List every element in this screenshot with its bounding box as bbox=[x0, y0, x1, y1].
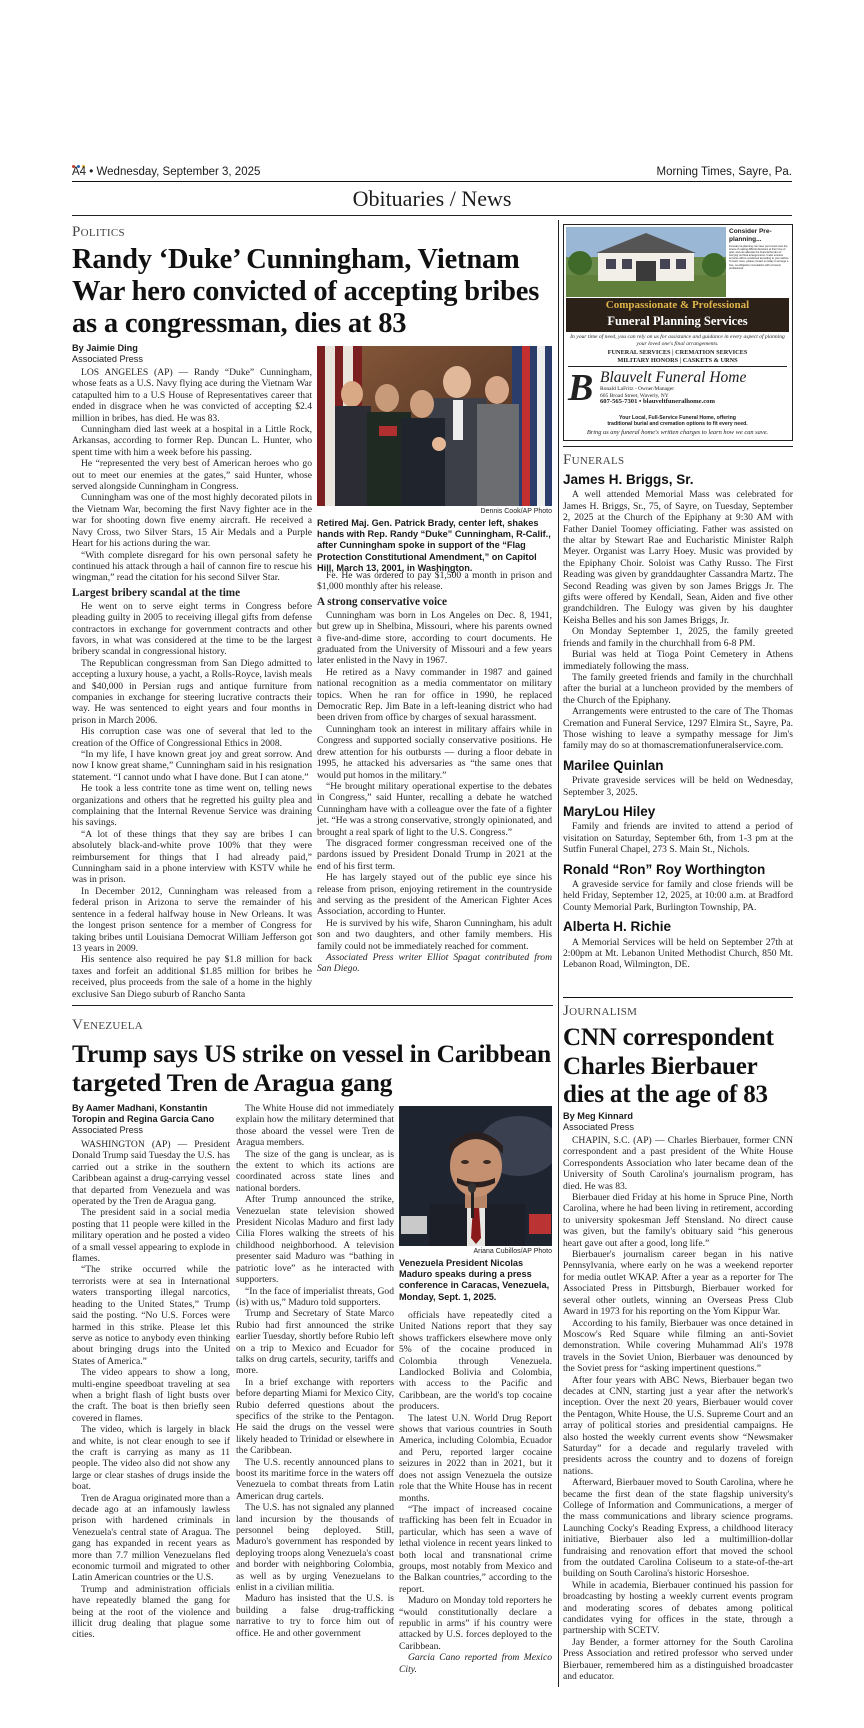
paragraph: Cunningham died last week at a hospital in a Little Rock, Arkansas, according to former Rep. Duncan L. Hunter, who spent time with him a week before his passing. bbox=[72, 424, 312, 458]
politics-kicker: Politics bbox=[72, 224, 125, 240]
paragraph: He is survived by his wife, Sharon Cunningham, his adult son and two daughters, and other family members. His family could not be immediately reached for comment. bbox=[317, 917, 552, 952]
cunningham-photo-caption: Retired Maj. Gen. Patrick Brady, center left, shakes hands with Rep. Randy “Duke” Cunningham, R-Calif., after Cunningham spoke in support of the “Flag Protection Constitutional Amendment,” on Capitol Hill, March 13, 2001, in Washington. bbox=[317, 518, 551, 573]
venezuela-byline: By Aamer Madhani, Konstantin Toropin and Regina Garcia Cano bbox=[72, 1103, 215, 1124]
cnn-agency: Associated Press bbox=[563, 1122, 634, 1132]
paragraph: After Trump announced the strike, Venezuelan state television showed President Nicolas Maduro and first lady Cilia Flores walking the streets of his childhood neighborhood. A television presenter said Maduro was “bathing in patriotic love” as he interacted with supporters. bbox=[236, 1194, 394, 1286]
ad-rule bbox=[568, 366, 787, 367]
paragraph: Tren de Aragua originated more than a decade ago at an infamously lawless prison with hardened criminals in Venezuela's central state of Aragua. The gang has expanded in recent years as more than 7.7 million Venezuelans fled economic turmoil and migrated to other Latin American countries or the U.S. bbox=[72, 1492, 230, 1584]
paragraph: Private graveside services will be held on Wednesday, September 3, 2025. bbox=[563, 775, 793, 798]
ad-services-line1: FUNERAL SERVICES | CREMATION SERVICES bbox=[607, 349, 748, 356]
paragraph: On Monday September 1, 2025, the family greeted friends and family in the churchhall from 6-8 PM. bbox=[563, 626, 793, 649]
story-divider bbox=[72, 1005, 553, 1006]
subhead: A strong conservative voice bbox=[317, 595, 447, 608]
paragraph: The U.S. has not signaled any planned land incursion by the thousands of personnel being deployed. Still, Maduro's government has responded by deploying troops along Venezuela's coast and border with neighboring Colombia, as well as by urging Venezuelans to enlist in a civilian militia. bbox=[236, 1502, 394, 1594]
paragraph: He has largely stayed out of the public eye since his release from prison, enjoying retirement in the countryside and serving as the president of the American Fighter Aces Association, according to Hunter. bbox=[317, 872, 552, 918]
ad-local-line2: traditional burial and cremation options to fit every need. bbox=[607, 421, 748, 428]
ad-home-name: Blauvelt Funeral Home bbox=[600, 369, 747, 386]
ad-banner-line2: Funeral Planning Services bbox=[607, 314, 748, 328]
obit-name: Alberta H. Richie bbox=[563, 919, 672, 935]
venezuela-byline-block bbox=[72, 1103, 230, 1136]
obit-name: James H. Briggs, Sr. bbox=[563, 472, 694, 487]
issue-date: Wednesday, September 3, 2025 bbox=[96, 166, 261, 178]
paragraph: Maduro on Monday told reporters he “would constitutionally declare a republic in arms” if his country were attacked by U.S. forces deployed to the Caribbean. bbox=[399, 1595, 552, 1652]
paragraph: “In the face of imperialist threats, God (is) with us,” Maduro told supporters. bbox=[236, 1285, 394, 1308]
journalism-kicker: Journalism bbox=[563, 1003, 638, 1019]
paragraph: He retired as a Navy commander in 1987 and gained national recognition as a media commentator on military topics. When he ran for office in 1990, he replaced Democratic Rep. Jim Bate in a left-leaning district who had been driven from office by charges of sexual harassment. bbox=[317, 666, 552, 724]
funeral-home-building-icon bbox=[566, 227, 726, 297]
maduro-photo bbox=[399, 1106, 552, 1246]
funerals-kicker: Funerals bbox=[563, 452, 625, 468]
paragraph: The size of the gang is unclear, as is the extent to which its actions are coordinated across state lines and national borders. bbox=[236, 1148, 394, 1194]
venezuela-kicker: Venezuela bbox=[72, 1017, 143, 1033]
handshake-illustration bbox=[317, 346, 552, 506]
paragraph: In December 2012, Cunningham was released from a federal prison in Arizona to serve the remainder of his sentence in a federal halfway house in New Orleans. It was the longest prison sentence for a member of Congress for taking bribes until Louisiana Democrat William Jefferson got 13 years in 2009. bbox=[72, 885, 312, 954]
paper-name: Morning Times, Sayre, Pa. bbox=[656, 166, 792, 178]
cunningham-agency: Associated Press bbox=[72, 354, 143, 364]
paragraph: He “represented the very best of American heroes who go out to meet our enemies at the gates,” said Hunter, whose served alongside Cunningham in Congress. bbox=[72, 458, 312, 493]
paragraph: “The impact of increased cocaine trafficking has been felt in Ecuador in particular, which has seen a wave of lethal violence in recent years linked to both local and transnational crime groups, most notably from Mexico and the Balkan countries,” according to the report. bbox=[399, 1503, 552, 1595]
venezuela-headline: Trump says US strike on vessel in Caribbean targeted Tren de Aragua gang bbox=[72, 1039, 552, 1097]
cunningham-col2 bbox=[317, 570, 552, 975]
ad-phone: 607-565-7301 • blauveltfuneralhome.com bbox=[600, 398, 715, 406]
cunningham-photo-credit: Dennis Cook/AP Photo bbox=[480, 508, 552, 515]
paragraph: Maduro has insisted that the U.S. is building a false drug-trafficking narrative to try to force him out of office. He and other government bbox=[236, 1593, 394, 1639]
cnn-byline-block bbox=[563, 1111, 793, 1133]
cnn-byline: By Meg Kinnard bbox=[563, 1111, 633, 1121]
cnn-headline: CNN correspondent Charles Bierbauer dies at the age of 83 bbox=[563, 1024, 774, 1108]
venezuela-col1 bbox=[72, 1139, 230, 1641]
cunningham-headline: Randy ‘Duke’ Cunningham, Vietnam War hero convicted of accepting bribes as a congressman, dies at 83 bbox=[72, 244, 540, 339]
paragraph: He took a less contrite tone as time went on, telling news organizations and others that he regretted his guilty plea and complaining that the Internal Revenue Service was draining his savings. bbox=[72, 783, 312, 829]
paragraph: “In my life, I have known great joy and great sorrow. And now I know great shame,” Cunningham said in his resignation statement. “I cannot undo what I have done. But I can atone.” bbox=[72, 749, 312, 783]
paragraph: Cunningham took an interest in military affairs while in Congress and supported socially conservative positions. He drew attention for his outbursts — during a floor debate in 1995, he attacked his adversaries as “the same ones that would put homos in the military.” bbox=[317, 723, 552, 781]
journalism-rule bbox=[563, 997, 793, 998]
cunningham-byline: By Jaimie Ding bbox=[72, 343, 138, 353]
paragraph: Trump and Secretary of State Marco Rubio had first announced the strike earlier Tuesday, shortly before Rubio left on a trip to Mexico and Ecuador for talks on drug cartels, security, tariffs and more. bbox=[236, 1308, 394, 1377]
paragraph: Bierbauer's journalism career began in his native Pennsylvania, where early on he was a weekend reporter for media outlet WKAP. After a year as a reporter for The Associated Press in Pittsburgh, Bierbauer worked for several other outlets, winning an Overseas Press Club Award in 1973 for his reporting on the Yom Kippur War. bbox=[563, 1249, 793, 1318]
funerals-column bbox=[563, 466, 793, 971]
paragraph: WASHINGTON (AP) — President Donald Trump said Tuesday the U.S. has carried out a strike in the southern Caribbean against a drug-carrying vessel that departed from Venezuela and was operated by the Tren de Aragua gang. bbox=[72, 1139, 230, 1208]
paragraph: The disgraced former congressman received one of the pardons issued by President Donald Trump in 2021 at the end of his first term. bbox=[317, 837, 552, 872]
paragraph: officials have repeatedly cited a United Nations report that they say shows traffickers elsewhere move only 5% of the cocaine produced in Colombia through Venezuela. Landlocked Bolivia and Colombia, with access to the Pacific and Caribbean, are the world's top cocaine producers. bbox=[399, 1310, 552, 1413]
paragraph: The U.S. recently announced plans to boost its maritime force in the waters off Venezuela to combat threats from Latin American drug cartels. bbox=[236, 1456, 394, 1502]
obit-name: Ronald “Ron” Roy Worthington bbox=[563, 861, 766, 877]
paragraph: Trump and administration officials have repeatedly blamed the gang for being at the root of the violence and illicit drug dealing that plague some cities. bbox=[72, 1583, 230, 1641]
paragraph: The Republican congressman from San Diego admitted to accepting a luxury house, a yacht, a Rolls-Royce, lavish meals and $40,000 in Persian rugs and antique furniture from companies in exchange for steering lucrative contracts their way. He was sentenced to eight years and four months in prison in March 2006. bbox=[72, 657, 312, 726]
paragraph: “The strike occurred while the terrorists were at sea in International waters transporting illegal narcotics, heading to the United States,” Trump said the posting. “No U.S. Forces were harmed in this strike. Please let this serve as notice to anybody even thinking about bringing drugs into the United States of America.” bbox=[72, 1264, 230, 1367]
column-divider bbox=[558, 220, 559, 1687]
cnn-column bbox=[563, 1135, 793, 1683]
venezuela-col2 bbox=[236, 1103, 394, 1639]
paragraph: The latest U.N. World Drug Report shows that various countries in South America, including Colombia, Ecuador and Peru, reported larger cocaine seizures in 2022 than in 2021, but it does not assign Venezuela the outsize role that the White House has in recent months. bbox=[399, 1412, 552, 1504]
maduro-photo-credit: Ariana Cubillos/AP Photo bbox=[473, 1248, 552, 1255]
ad-local-line1: Your Local, Full-Service Funeral Home, offering bbox=[619, 415, 736, 421]
paragraph: “A lot of these things that they say are bribes I can absolutely black-and-white prove 100% that they were reimbursement for things that I had already paid,” Cunningham said in a phone interview with KSTV while he was in prison. bbox=[72, 828, 312, 886]
ad-monogram: B bbox=[568, 367, 594, 409]
paragraph: The White House did not immediately explain how the military determined that those aboard the vessel were Tren de Aragua members. bbox=[236, 1103, 394, 1149]
paragraph: A graveside service for family and close friends will be held Friday, September 12, 2025, at 10:00 a.m. at Bradford County Memorial Park, Burlington Township, PA. bbox=[563, 879, 793, 913]
obit-name: MaryLou Hiley bbox=[563, 803, 656, 819]
funerals-rule bbox=[563, 446, 793, 447]
page-number: A4 bbox=[72, 166, 87, 178]
ad-footer: Bring us any funeral home's written charges to learn how we can save. bbox=[586, 429, 769, 436]
ad-consider-heading: Consider Pre-planning... bbox=[729, 228, 772, 243]
venezuela-agency: Associated Press bbox=[72, 1125, 143, 1135]
signoff: Garcia Cano reported from Mexico City. bbox=[399, 1652, 552, 1675]
ad-contact bbox=[600, 386, 790, 406]
funeral-home-ad bbox=[563, 224, 793, 441]
subhead: Largest bribery scandal at the time bbox=[72, 586, 241, 599]
paragraph: “With complete disregard for his own personal safety he continued his attack through a hail of cannon fire to rescue his wingman,” read the citation for his second Silver Star. bbox=[72, 549, 312, 584]
obit-name: Marilee Quinlan bbox=[563, 757, 664, 773]
paragraph: Family and friends are invited to attend a period of visitation on Saturday, September 6th, from 1-3 pm at the Sutfin Funeral Chapel, 273 S. Main St., Nichols. bbox=[563, 821, 793, 856]
ad-services-line2: MILITARY HONORS | CASKETS & URNS bbox=[617, 356, 738, 364]
section-rule bbox=[72, 215, 792, 216]
paragraph: CHAPIN, S.C. (AP) — Charles Bierbauer, former CNN correspondent and a past president of the White House Correspondents Association who later became dean of the University of South Carolina's journalism program, has died. He was 83. bbox=[563, 1135, 793, 1192]
ad-owner: Ronald LaFritz - Owner/Manager bbox=[600, 386, 675, 392]
paragraph: While in academia, Bierbauer continued his passion for broadcasting by hosting a weekly current events program and moderating scores of debates among political candidates vying for offices in the state, through a partnership with SCETV. bbox=[563, 1579, 793, 1637]
paragraph: Cunningham was one of the most highly decorated pilots in the Vietnam War, becoming the first Navy fighter ace in the war for shooting down five enemy aircraft. He received a Navy Cross, two Silver Stars, 15 Air Medals and a Purple Heart for his actions during the war. bbox=[72, 492, 312, 550]
ad-address: 605 Broad Street, Waverly, NY bbox=[600, 392, 669, 399]
cunningham-col1 bbox=[72, 367, 312, 1000]
paragraph: The video appears to show a long, multi-engine speedboat traveling at sea when a bright flash of light busts over the craft. The boat is then briefly seen covered in flames. bbox=[72, 1367, 230, 1424]
paragraph: His sentence also required he pay $1.8 million for back taxes and forfeit an additional $1.85 million for bribes he received, plus proceeds from the sale of a home in the highly exclusive San Diego suburb of Rancho Santa bbox=[72, 954, 312, 1000]
signoff: Associated Press writer Elliot Spagat contributed from San Diego. bbox=[317, 952, 552, 975]
paragraph: The president said in a social media posting that 11 people were killed in the military operation and he posted a video of a small vessel appearing to explode in flames. bbox=[72, 1207, 230, 1265]
paragraph: Afterward, Bierbauer moved to South Carolina, where he became the first dean of the state flagship university's College of Information and Communications, a merger of the mass communications and library science programs. Launching Cocky's Reading Express, a childhood literacy initiative, Bierbauer also led a multimillion-dollar fundraising and renovation effort that moved the school from the outdated Carolina Coliseum to a state-of-the-art building on South Carolina's historic Horseshoe. bbox=[563, 1477, 793, 1580]
ad-consider-body: Funeral pre-planning can save your loved ones the stress of making difficult decisions at their time of grief, and can alleviate the financial burden of carrying out final arrangements. It also ensures services will be conducted according to your wishes. To learn more, please contact us today to arrange a free, no-obligation consultation with a funeral professional. bbox=[729, 245, 790, 270]
cunningham-byline-block bbox=[72, 343, 312, 365]
ad-house-photo bbox=[566, 227, 726, 297]
paragraph: The family greeted friends and family in the churchhall after the burial at a luncheon provided by the members of the Church of the Epiphany. bbox=[563, 671, 793, 706]
section-title: Obituaries / News bbox=[352, 186, 512, 211]
paragraph: “He brought military operational expertise to the debates in Congress,” said Hunter, recalling a debate he watched Cunningham have with a colleague over the fate of a fighter jet. “He was a strong conservative, strongly opinionated, and brought a real spark of light to the U.S. Congress.” bbox=[317, 780, 552, 838]
cunningham-photo bbox=[317, 346, 552, 506]
press-conference-illustration bbox=[399, 1106, 552, 1246]
paragraph: Cunningham was born in Los Angeles on Dec. 8, 1941, but grew up in Shelbina, Missouri, where his parents owned a five-and-dime store, according to court documents. He graduated from the University of Missouri and a few years later enlisted in the Navy in 1967. bbox=[317, 609, 552, 667]
paragraph: He went on to serve eight terms in Congress before pleading guilty in 2005 to receiving illegal gifts from defense contractors in exchange for government contracts and other favors, in what was considered at the time to be the largest bribery scandal in congressional history. bbox=[72, 600, 312, 658]
paragraph: Bierbauer died Friday at his home in Spruce Pine, North Carolina, where he had been living in retirement, according to university spokesman Jeff Stensland. No direct cause was given, but the family's obituary said “his generous heart gave out after a good, long life.” bbox=[563, 1192, 793, 1249]
ad-banner-line1: Compassionate & Professional bbox=[605, 299, 750, 311]
paragraph: After four years with ABC News, Bierbauer began two decades at CNN, starting just a year after the network's inception. Over the next 20 years, Bierbauer would cover the Pentagon, White House, the U.S. Supreme Court and an array of political stories and presidential campaigns. He also hosted the weekly current events show “Newsmaker Saturday” for a decade and regularly traveled with presidents across the country and to dozens of foreign nations. bbox=[563, 1374, 793, 1477]
ad-local bbox=[568, 415, 787, 428]
paragraph: The video, which is largely in black and white, is not clear enough to see if the craft is carrying as many as 11 people. The video also did not show any large or clear stashes of drugs inside the boat. bbox=[72, 1424, 230, 1493]
paragraph: A Memorial Services will be held on September 27th at 2:00pm at Mt. Lebanon United Methodist Church, 850 Mt. Lebanon Road, Wilmington, DE. bbox=[563, 936, 793, 971]
header-rule bbox=[72, 181, 792, 182]
ad-tagline: In your time of need, you can rely on us for assistance and guidance in every aspect of planning your loved one's final arrangements. bbox=[570, 334, 785, 347]
paragraph: Burial was held at Tioga Point Cemetery in Athens immediately following the mass. bbox=[563, 649, 793, 672]
venezuela-col3 bbox=[399, 1310, 552, 1675]
paragraph: Fe. He was ordered to pay $1,500 a month in prison and $1,000 monthly after his release. bbox=[317, 570, 552, 593]
ad-banner bbox=[566, 298, 789, 332]
paragraph: According to his family, Bierbauer was once detained in Moscow's Red Square while filming an anti-Soviet demonstration. While covering Muhammad Ali's 1978 travels in the Soviet Union, Bierbauer was denounced by the Soviet press for “asking impertinent questions.” bbox=[563, 1317, 793, 1375]
paragraph: In a brief exchange with reporters before departing Miami for Mexico City, Rubio deferred questions about the specifics of the strike to the Pentagon. He said the drugs on the vessel were likely headed to Trinidad or elsewhere in the Caribbean. bbox=[236, 1376, 394, 1457]
page-folio: A4 • Wednesday, September 3, 2025 bbox=[72, 166, 261, 178]
paragraph: His corruption case was one of several that led to the creation of the Office of Congressional Ethics in 2008. bbox=[72, 726, 312, 749]
paragraph: Arrangements were entrusted to the care of The Thomas Cremation and Funeral Service, 1297 Elmira St., Sayre, Pa. Those wishing to leave a sympathy message for Jim's family may do so at thomascremationfuneralservice.com. bbox=[563, 706, 793, 752]
maduro-photo-caption: Venezuela President Nicolas Maduro speaks during a press conference in Caracas, Venezuela, Monday, Sept. 1, 2025. bbox=[399, 1258, 550, 1302]
paragraph: LOS ANGELES (AP) — Randy “Duke” Cunningham, whose feats as a U.S. Navy flying ace during the Vietnam War catapulted him to a U.S House of Representatives career that ended in disgrace when he was convicted of accepting $2.4 million in bribes, has died. He was 83. bbox=[72, 367, 312, 424]
ad-services bbox=[568, 349, 787, 364]
paragraph: A well attended Memorial Mass was celebrated for James H. Briggs, Sr., 75, of Sayre, on Tuesday, September 2, 2025 at the Church of the Epiphany at 9:30 AM with Father Daniel Toomey officiating. Father was assisted on the altar by Stewart Rae and Eucharistic Minister Ralph Meyer. Organist was Larry Hoey. Music was provided by the Epiphany Choir. Soloist was Cathy Russo. The First Reading was given by granddaughter Cassandra Martz. The Second Reading was given by son James Briggs Jr. The gifts were offered by Kendall, Sean, Aiden and five other grandchildren. The Eulogy was given by his daughter Keisha Belles and his son James Briggs, Jr. bbox=[563, 489, 793, 626]
paragraph: Jay Bender, a former attorney for the South Carolina Press Association and retired professor who served under Bierbauer, remembered him as a distinguished broadcaster and educator. bbox=[563, 1636, 793, 1683]
